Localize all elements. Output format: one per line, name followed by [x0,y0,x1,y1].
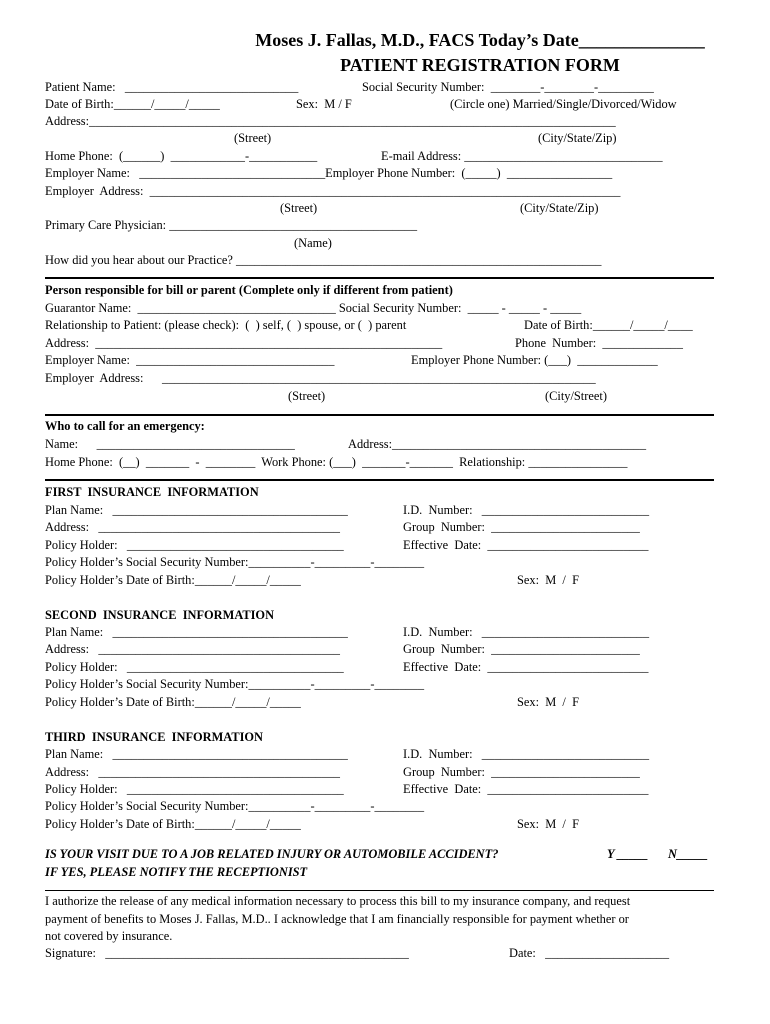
guarantor-employer-address-field[interactable]: Employer Address: ______________________________________________________________________ [45,371,596,385]
accident-no-field[interactable]: N_____ [668,847,708,861]
marital-status-field[interactable]: (Circle one) Married/Single/Divorced/Widow [450,97,677,111]
policy-holder-ssn-field[interactable]: Policy Holder’s Social Security Number:__________-_________-________ [45,799,425,813]
street-caption: (Street) [234,131,272,145]
id-number-field[interactable]: I.D. Number: ___________________________ [403,625,650,639]
authorization-text-line: payment of benefits to Moses J. Fallas, M.D.. I acknowledge that I am financially responsible for payment whether or [45,912,629,926]
accident-yes-field[interactable]: Y _____ [607,847,649,861]
group-number-field[interactable]: Group Number: ________________________ [403,765,640,779]
emergency-phones-field[interactable]: Home Phone: (__) _______ - ________ Work Phone: (___) _______-_______ Relationship: ________________ [45,455,628,469]
policy-holder-sex-field[interactable]: Sex: M / F [517,573,579,587]
notify-receptionist-notice: IF YES, PLEASE NOTIFY THE RECEPTIONIST [45,865,308,879]
insurance-heading: THIRD INSURANCE INFORMATION [45,730,263,744]
effective-date-field[interactable]: Effective Date: __________________________ [403,782,649,796]
effective-date-field[interactable]: Effective Date: __________________________ [403,660,649,674]
practice-header: Moses J. Fallas, M.D., FACS Today’s Date______________ [255,30,705,50]
section-divider [45,479,714,481]
id-number-field[interactable]: I.D. Number: ___________________________ [403,747,650,761]
patient-dob-field[interactable]: Date of Birth:______/_____/_____ [45,97,220,111]
section-divider [45,890,714,891]
plan-name-field[interactable]: Plan Name: ______________________________________ [45,625,348,639]
insurance-address-field[interactable]: Address: _______________________________________ [45,520,340,534]
guarantor-dob-field[interactable]: Date of Birth:______/_____/____ [524,318,693,332]
signature-field[interactable]: Signature: _________________________________________________ [45,946,409,960]
insurance-heading: SECOND INSURANCE INFORMATION [45,608,275,622]
section-divider [45,414,714,416]
patient-ssn-field[interactable]: Social Security Number: ________-________-_________ [362,80,654,94]
insurance-address-field[interactable]: Address: _______________________________________ [45,642,340,656]
policy-holder-dob-field[interactable]: Policy Holder’s Date of Birth:______/_____/_____ [45,695,301,709]
policy-holder-field[interactable]: Policy Holder: ___________________________________ [45,538,344,552]
street-caption: (Street) [288,389,326,403]
effective-date-field[interactable]: Effective Date: __________________________ [403,538,649,552]
accident-question: IS YOUR VISIT DUE TO A JOB RELATED INJURY OR AUTOMOBILE ACCIDENT? [45,847,499,861]
authorization-text-line: I authorize the release of any medical information necessary to process this bill to my insurance company, and request [45,894,631,908]
policy-holder-sex-field[interactable]: Sex: M / F [517,817,579,831]
insurance-address-field[interactable]: Address: _______________________________________ [45,765,340,779]
home-phone-field[interactable]: Home Phone: (______) ____________-___________ [45,149,318,163]
city-state-zip-caption: (City/State/Zip) [520,201,599,215]
policy-holder-field[interactable]: Policy Holder: ___________________________________ [45,660,344,674]
policy-holder-ssn-field[interactable]: Policy Holder’s Social Security Number:__________-_________-________ [45,555,425,569]
emergency-name-field[interactable]: Name: ________________________________ [45,437,295,451]
name-caption: (Name) [294,236,332,250]
policy-holder-sex-field[interactable]: Sex: M / F [517,695,579,709]
patient-name-field[interactable]: Patient Name: ____________________________ [45,80,299,94]
signature-date-field[interactable]: Date: ____________________ [509,946,670,960]
street-caption: (Street) [280,201,318,215]
section-divider [45,277,714,279]
group-number-field[interactable]: Group Number: ________________________ [403,642,640,656]
patient-sex-field[interactable]: Sex: M / F [296,97,352,111]
guarantor-phone-field[interactable]: Phone Number: _____________ [515,336,683,350]
guarantor-name-field[interactable]: Guarantor Name: ________________________________ Social Security Number: _____ - _____ - _____ [45,301,582,315]
guarantor-address-field[interactable]: Address: ________________________________________________________ [45,336,443,350]
employer-name-field[interactable]: Employer Name: ______________________________Employer Phone Number: (_____) _________________ [45,166,613,180]
city-state-zip-caption: (City/State/Zip) [538,131,617,145]
emergency-address-field[interactable]: Address:_________________________________________ [348,437,647,451]
id-number-field[interactable]: I.D. Number: ___________________________ [403,503,650,517]
policy-holder-dob-field[interactable]: Policy Holder’s Date of Birth:______/_____/_____ [45,817,301,831]
referral-source-field[interactable]: How did you hear about our Practice? ___________________________________________________________ [45,253,602,267]
policy-holder-field[interactable]: Policy Holder: ___________________________________ [45,782,344,796]
email-field[interactable]: E-mail Address: ________________________________ [381,149,663,163]
guarantor-employer-phone-field[interactable]: Employer Phone Number: (___) _____________ [411,353,658,367]
form-title: PATIENT REGISTRATION FORM [340,55,620,75]
emergency-heading: Who to call for an emergency: [45,419,205,433]
plan-name-field[interactable]: Plan Name: ______________________________________ [45,747,348,761]
guarantor-heading: Person responsible for bill or parent (Complete only if different from patient) [45,283,453,297]
plan-name-field[interactable]: Plan Name: ______________________________________ [45,503,348,517]
policy-holder-dob-field[interactable]: Policy Holder’s Date of Birth:______/_____/_____ [45,573,301,587]
patient-address-field[interactable]: Address:_____________________________________________________________________________________ [45,114,616,128]
group-number-field[interactable]: Group Number: ________________________ [403,520,640,534]
guarantor-employer-name-field[interactable]: Employer Name: ________________________________ [45,353,335,367]
employer-address-field[interactable]: Employer Address: ____________________________________________________________________________ [45,184,621,198]
primary-care-physician-field[interactable]: Primary Care Physician: ________________________________________ [45,218,418,232]
city-street-caption: (City/Street) [545,389,607,403]
insurance-heading: FIRST INSURANCE INFORMATION [45,485,259,499]
relationship-checkboxes[interactable]: Relationship to Patient: (please check): ( ) self, ( ) spouse, or ( ) parent [45,318,407,332]
authorization-text-line: not covered by insurance. [45,929,173,943]
policy-holder-ssn-field[interactable]: Policy Holder’s Social Security Number:__________-_________-________ [45,677,425,691]
